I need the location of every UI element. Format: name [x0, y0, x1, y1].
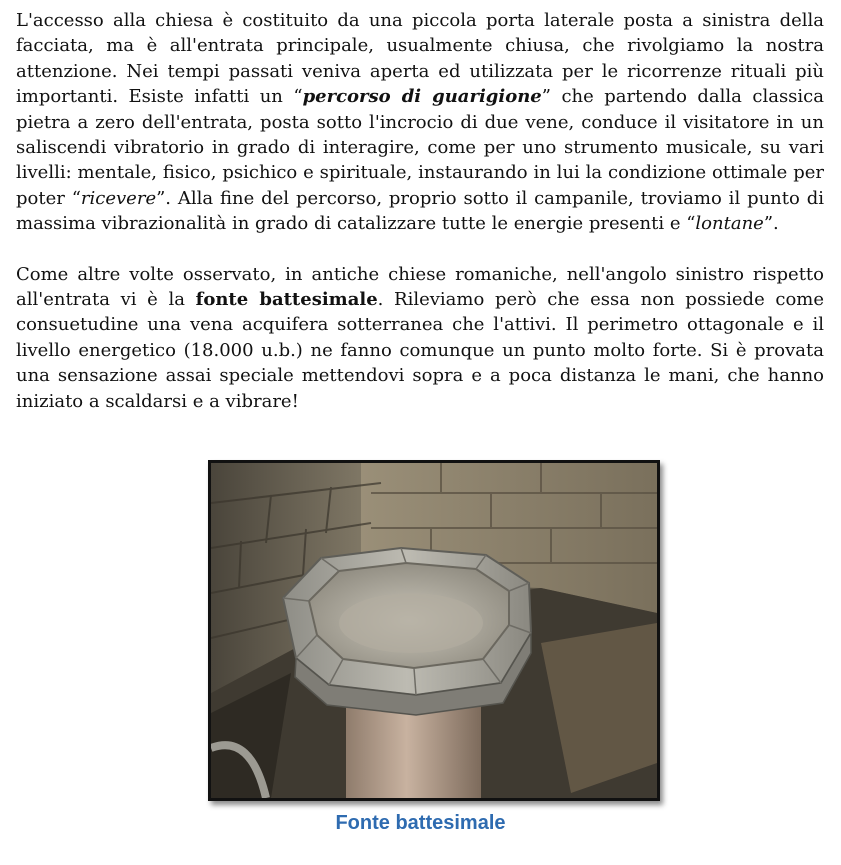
emphasis-distant: lontane	[695, 213, 764, 235]
baptismal-font-photo	[208, 460, 660, 801]
text-run: Come altre volte osservato, in antiche chiese romaniche, nell'angolo sinistro rispetto all'entrata vi è la	[16, 263, 824, 311]
figure-caption: Fonte battesimale	[335, 812, 506, 834]
text-run: ”. Alla fine del percorso, proprio sotto il campanile, troviamo il punto di massima vibrazionalità in grado di catalizzare tutte le energie presenti e “	[16, 187, 824, 235]
strong-baptismal-font: fonte battesimale	[195, 289, 378, 311]
text-run: ” che partendo dalla classica pietra a zero dell'entrata, posta sotto l'incrocio di due vene, conduce il visitatore in un saliscendi vibratorio in grado di interagire, come per uno strumento musicale, su vari livelli: mentale, fisico, psichico e spirituale, instaurando in lui la condizione ottimale per poter “	[16, 86, 824, 209]
baptismal-font-illustration	[211, 463, 657, 798]
paragraph-baptismal-font	[16, 262, 824, 414]
text-run: ”.	[763, 213, 779, 235]
text-run: . Rileviamo però che essa non possiede come consuetudine una vena acquifera sotterranea che l'attivi. Il perimetro ottagonale e il livello energetico (18.000 u.b.) ne fanno comunque un punto molto forte. Si è provata una sensazione assai speciale mettendovi sopra e a poca distanza le mani, che hanno iniziato a scaldarsi e a vibrare!	[16, 289, 824, 412]
document-body	[16, 8, 824, 414]
emphasis-receive: ricevere	[80, 187, 157, 209]
text-run: L'accesso alla chiesa è costituito da una piccola porta laterale posta a sinistra della facciata, ma è all'entrata principale, usualmente chiusa, che rivolgiamo la nostra attenzione. Nei tempi passati veniva aperta ed utilizzata per le ricorrenze rituali più importanti. Esiste infatti un “	[16, 10, 824, 108]
paragraph-entrance	[16, 8, 824, 237]
emphasis-healing-path: percorso di guarigione	[302, 86, 542, 108]
